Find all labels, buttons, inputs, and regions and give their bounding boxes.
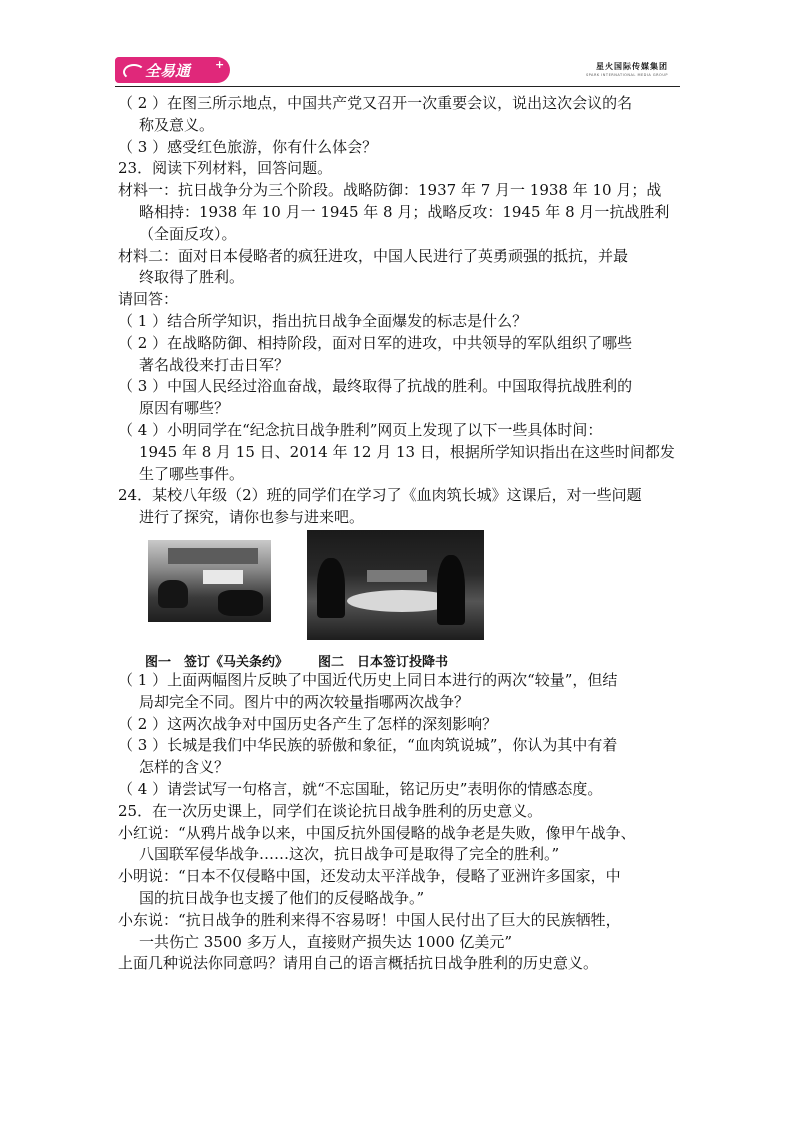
text-line: （ 4 ）小明同学在“纪念抗日战争胜利”网页上发现了以下一些具体时间：	[118, 420, 603, 439]
text-line: （ 3 ）中国人民经过浴血奋战，最终取得了抗战的胜利。中国取得抗战胜利的	[118, 377, 633, 396]
text-line: 小红说：“从鸦片战争以来，中国反抗外国侵略的战争老是失败，像甲午战争、	[118, 823, 636, 842]
text-block-bottom	[118, 670, 688, 975]
logo-text: 全易通	[145, 62, 191, 80]
publisher-name: 星火国际传媒集团	[596, 62, 668, 71]
brand-logo	[115, 57, 230, 83]
text-line: （ 4 ）请尝试写一句格言，就“不忘国耻，铭记历史”表明你的情感态度。	[118, 779, 603, 798]
figure-surrender-photo	[307, 530, 484, 640]
text-line: 终取得了胜利。	[139, 268, 245, 287]
text-line: 小明说：“日本不仅侵略中国，还发动太平洋战争，侵略了亚洲许多国家，中	[118, 867, 621, 886]
text-block-top	[118, 93, 688, 529]
text-line: （全面反攻）。	[139, 224, 237, 243]
text-line: 材料二：面对日本侵略者的疯狂进攻，中国人民进行了英勇顽强的抵抗，并最	[118, 246, 629, 265]
text-line: 上面几种说法你同意吗？请用自己的语言概括抗日战争胜利的历史意义。	[118, 954, 599, 973]
text-line: 1945 年 8 月 15 日、2014 年 12 月 13 日，根据所学知识指出在这些时间都发	[139, 442, 675, 461]
text-line: 著名战役来打击日军？	[139, 355, 290, 374]
text-line: 略相持：1938 年 10 月一 1945 年 8 月；战略反攻：1945 年 8 月一抗战胜利	[139, 202, 670, 221]
text-line: 24．某校八年级（2）班的同学们在学习了《血肉筑长城》这课后，对一些问题	[118, 486, 642, 505]
text-line: 生了哪些事件。	[139, 464, 245, 483]
text-line: 国的抗日战争也支援了他们的反侵略战争。”	[139, 888, 425, 907]
document-body	[118, 93, 688, 975]
text-line: 原因有哪些？	[139, 399, 230, 418]
text-line: 一共伤亡 3500 多万人，直接财产损失达 1000 亿美元”	[139, 932, 513, 951]
header-rule	[115, 86, 680, 87]
logo-plus: +	[215, 58, 225, 71]
publisher-subtitle: SPARK INTERNATIONAL MEDIA GROUP	[585, 73, 668, 77]
figure-treaty-photo	[148, 540, 271, 622]
text-line: （ 1 ）结合所学知识，指出抗日战争全面爆发的标志是什么？	[118, 311, 528, 330]
figure-caption-2: 图二 日本签订投降书	[318, 654, 449, 670]
logo-swoosh-icon	[123, 64, 145, 80]
text-line: 23．阅读下列材料，回答问题。	[118, 159, 333, 178]
text-line: 怎样的含义？	[139, 758, 230, 777]
text-line: 称及意义。	[139, 115, 215, 134]
text-line: （ 2 ）这两次战争对中国历史各产生了怎样的深刻影响？	[118, 714, 498, 733]
text-line: 进行了探究，请你也参与进来吧。	[139, 508, 365, 527]
page-header	[115, 57, 680, 87]
text-line: 小东说：“抗日战争的胜利来得不容易呀！中国人民付出了巨大的民族牺牲，	[118, 910, 621, 929]
text-line: 请回答：	[118, 290, 179, 309]
text-line: （ 2 ）在战略防御、相持阶段，面对日军的进攻，中共领导的军队组织了哪些	[118, 333, 633, 352]
text-line: （ 3 ）感受红色旅游，你有什么体会？	[118, 137, 378, 156]
text-line: 25．在一次历史课上，同学们在谈论抗日战争胜利的历史意义。	[118, 801, 543, 820]
text-line: （ 3 ）长城是我们中华民族的骄傲和象征，“血肉筑说城”，你认为其中有着	[118, 736, 618, 755]
text-line: 局却完全不同。图片中的两次较量指哪两次战争？	[139, 692, 470, 711]
figures-row	[118, 532, 688, 670]
text-line: 八国联军侵华战争……这次，抗日战争可是取得了完全的胜利。”	[139, 845, 560, 864]
text-line: 材料一：抗日战争分为三个阶段。战略防御：1937 年 7 月一 1938 年 10 月；战	[118, 181, 662, 200]
text-line: （ 2 ）在图三所示地点，中国共产党又召开一次重要会议，说出这次会议的名	[118, 94, 633, 112]
figure-caption-1: 图一 签订《马关条约》	[145, 654, 289, 670]
text-line: （ 1 ）上面两幅图片反映了中国近代历史上同日本进行的两次“较量”，但结	[118, 670, 618, 689]
